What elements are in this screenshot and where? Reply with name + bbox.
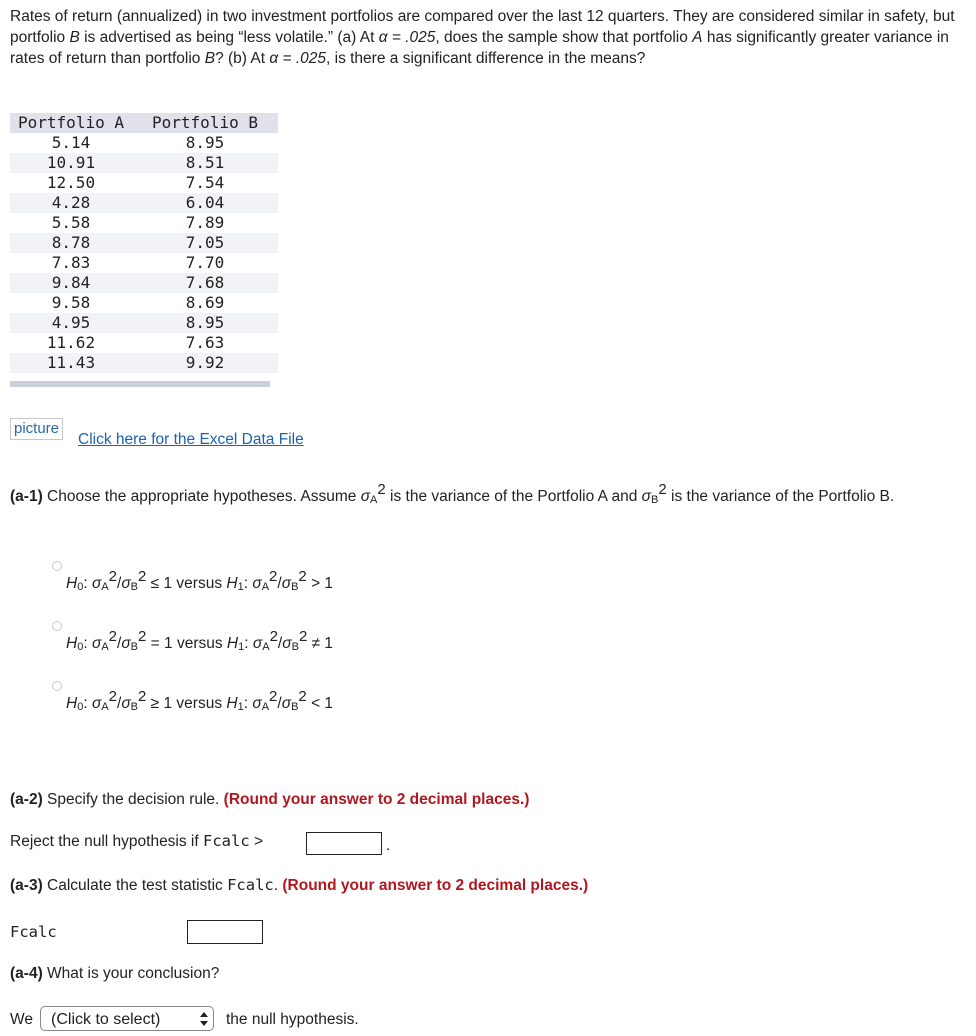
- table-row: [10, 193, 278, 213]
- table-cell: 11.43: [10, 353, 132, 373]
- table-row: [10, 133, 278, 153]
- table-row: [10, 353, 278, 373]
- hypothesis-option-2[interactable]: $H_0$: $\sigma_A^2/\sigma_B^2 = 1$ versus $H_1$: $\sigma_A^2/\sigma_B^2 \ne 1$: [66, 628, 334, 653]
- table-cell: 7.63: [185, 333, 225, 352]
- question-a1: (a-1) Choose the appropriate hypotheses. Assume $\sigma_A^2$ is the variance of the Portfolio A and $\sigma_B^2$ is the variance of the Portfolio B.: [10, 481, 895, 506]
- question-a2: (a-2) Specify the decision rule. (Round your answer to 2 decimal places.): [10, 791, 530, 808]
- table-cell: 9.84: [10, 273, 132, 293]
- table-row: [10, 233, 278, 253]
- table-cell: 7.89: [185, 213, 225, 232]
- question-a3: (a-3) Calculate the test statistic Fcalc. (Round your answer to 2 decimal places.): [10, 876, 589, 894]
- table-cell: 7.68: [132, 273, 278, 293]
- conclusion-select[interactable]: [40, 1006, 214, 1031]
- table-cell: 9.92: [132, 353, 278, 373]
- critical-value-input[interactable]: [306, 832, 382, 855]
- table-cell: 9.58: [51, 293, 91, 312]
- table-cell: 7.83: [51, 253, 91, 272]
- table-cell: 12.50: [46, 173, 96, 192]
- fcalc-label: Fcalc: [10, 923, 57, 941]
- radio-option-1[interactable]: [52, 561, 62, 571]
- table-row: [10, 273, 278, 293]
- table-row: [10, 173, 278, 193]
- table-cell: 4.95: [10, 313, 132, 333]
- table-cell: 8.95: [132, 313, 278, 333]
- table-cell: 7.05: [132, 233, 278, 253]
- picture-button[interactable]: picture: [10, 418, 63, 440]
- table-cell: 6.04: [132, 193, 278, 213]
- column-header-portfolio-b: Portfolio B: [132, 113, 278, 133]
- table-row: [10, 293, 278, 313]
- table-cell: 5.14: [51, 133, 91, 152]
- table-cell: 7.54: [185, 173, 225, 192]
- radio-option-3[interactable]: [52, 681, 62, 691]
- table-row: [10, 253, 278, 273]
- portfolio-data-table: [10, 113, 278, 373]
- conclusion-suffix: the null hypothesis.: [226, 1011, 359, 1028]
- excel-data-link[interactable]: Click here for the Excel Data File: [78, 431, 304, 448]
- table-row: [10, 213, 278, 233]
- period: .: [386, 837, 391, 854]
- table-cell: 4.28: [10, 193, 132, 213]
- hypothesis-option-1[interactable]: $H_0$: $\sigma_A^2/\sigma_B^2 \le 1$ versus $H_1$: $\sigma_A^2/\sigma_B^2 > 1$: [66, 568, 334, 593]
- question-a4: (a-4) What is your conclusion?: [10, 965, 220, 982]
- decision-rule: Reject the null hypothesis if Fcalc >: [10, 832, 264, 850]
- table-cell: 10.91: [10, 153, 132, 173]
- table-row: [10, 313, 278, 333]
- column-header-portfolio-a: Portfolio A: [10, 113, 132, 133]
- fcalc-input[interactable]: [187, 920, 263, 944]
- radio-option-2[interactable]: [52, 621, 62, 631]
- conclusion-prefix: We: [10, 1011, 33, 1028]
- table-cell: 8.78: [10, 233, 132, 253]
- table-cell: 8.95: [185, 133, 225, 152]
- select-value: (Click to select): [51, 1011, 161, 1028]
- table-row: [10, 153, 278, 173]
- table-cell: 8.51: [132, 153, 278, 173]
- problem-statement: Rates of return (annualized) in two investment portfolios are compared over the last 12 quarters. They are considered similar in safety, but portfolio B is advertised as being “less volatile.” (a) At α = .025, does the sample show that portfolio A has significantly greater variance in rates of return than portfolio B? (b) At α = .025, is there a significant difference in the means?: [10, 8, 955, 67]
- table-cell: 7.70: [185, 253, 225, 272]
- table-cell: 11.62: [46, 333, 96, 352]
- table-footer-bar: [10, 381, 270, 387]
- table-cell: 8.69: [185, 293, 225, 312]
- hypothesis-option-3[interactable]: $H_0$: $\sigma_A^2/\sigma_B^2 \ge 1$ versus $H_1$: $\sigma_A^2/\sigma_B^2 < 1$: [66, 688, 334, 713]
- table-cell: 5.58: [51, 213, 91, 232]
- table-row: [10, 333, 278, 353]
- select-arrows-icon: [199, 1011, 209, 1027]
